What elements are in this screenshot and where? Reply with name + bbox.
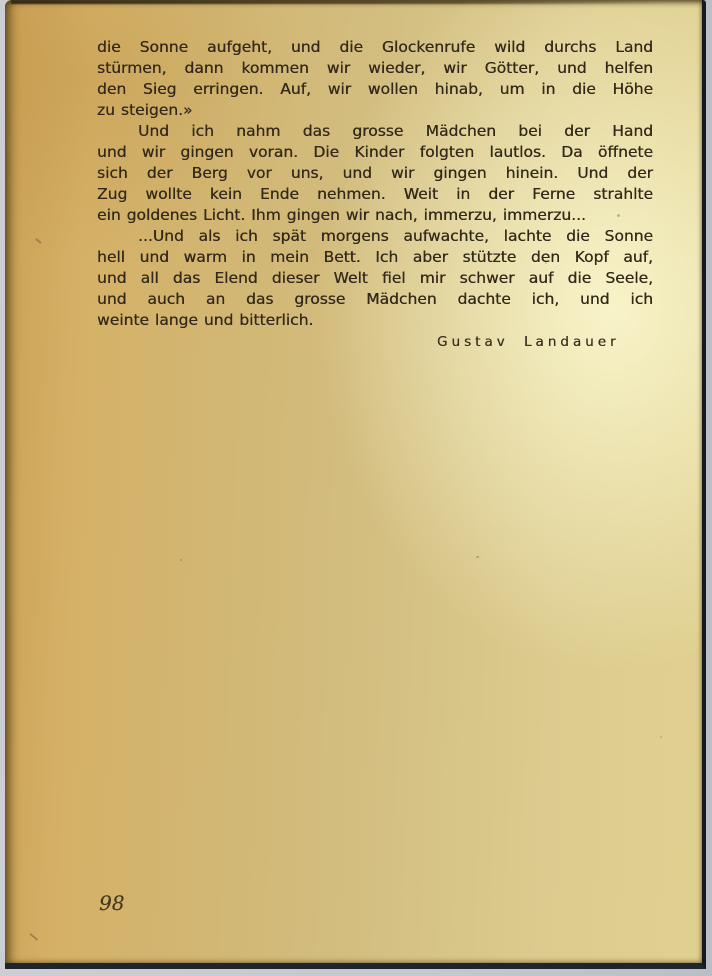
text-line: ein goldenes Licht. Ihm gingen wir nach, immerzu, immerzu... <box>97 206 586 224</box>
text-line: Und ich nahm das grosse Mädchen bei der Hand <box>138 122 653 140</box>
paper-scratch <box>30 933 39 941</box>
paper-speck <box>476 556 479 558</box>
text-line: und all das Elend dieser Welt fiel mir schwer auf die Seele, <box>97 269 653 287</box>
text-line: Zug wollte kein Ende nehmen. Weit in der Ferne strahlte <box>97 185 653 203</box>
text-line: stürmen, dann kommen wir wieder, wir Götter, und helfen <box>97 59 653 77</box>
text-line: sich der Berg vor uns, und wir gingen hinein. Und der <box>97 164 653 182</box>
paper-speck <box>660 736 662 738</box>
text-line: den Sieg erringen. Auf, wir wollen hinab, um in die Höhe <box>97 80 653 98</box>
author-signature: Gustav Landauer <box>437 334 620 350</box>
paper-speck <box>180 559 182 561</box>
book-page <box>5 0 706 969</box>
text-line: die Sonne aufgeht, und die Glockenrufe wild durchs Land <box>97 38 653 56</box>
text-line: und auch an das grosse Mädchen dachte ich, und ich <box>97 290 653 308</box>
text-line: weinte lange und bitterlich. <box>97 311 314 329</box>
page-top-edge-shadow <box>11 0 661 4</box>
page-number: 98 <box>99 891 125 915</box>
paper-scratch <box>35 238 41 244</box>
text-line: und wir gingen voran. Die Kinder folgten lautlos. Da öffnete <box>97 143 653 161</box>
text-line: hell und warm in mein Bett. Ich aber stützte den Kopf auf, <box>97 248 653 266</box>
text-line: zu steigen.» <box>97 101 193 119</box>
text-line: ...Und als ich spät morgens aufwachte, lachte die Sonne <box>138 227 653 245</box>
body-text <box>97 37 653 331</box>
